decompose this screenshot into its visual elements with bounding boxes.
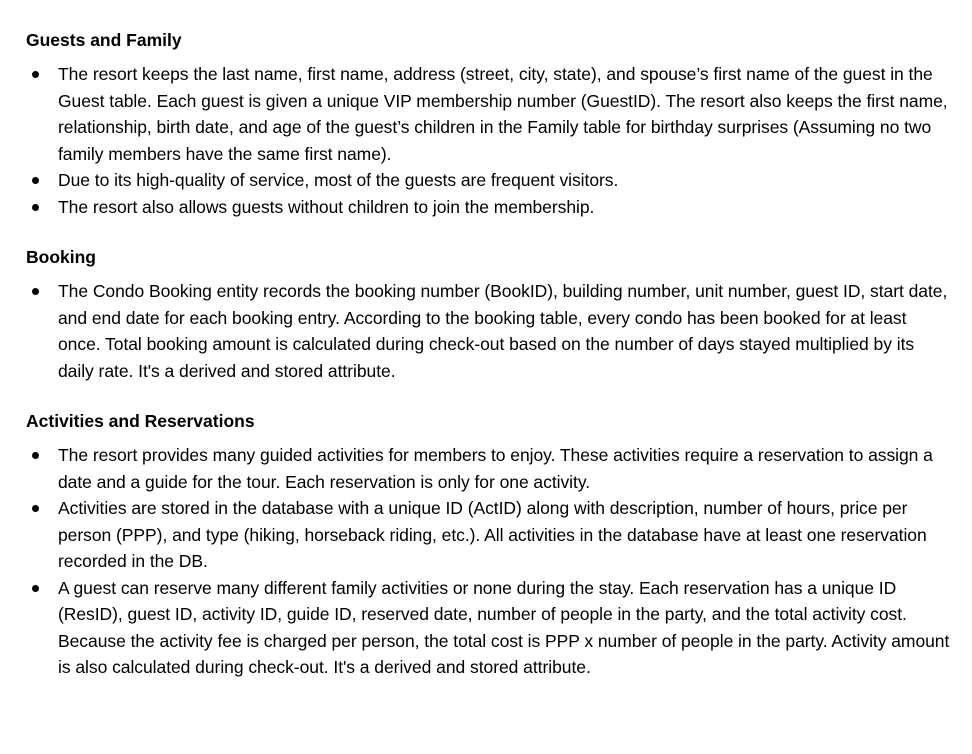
bullet-icon <box>32 505 39 512</box>
section-heading: Booking <box>26 247 96 267</box>
bullet-list <box>26 278 952 384</box>
section-guests-and-family <box>26 27 952 220</box>
bullet-list <box>26 61 952 220</box>
section-heading: Activities and Reservations <box>26 411 255 431</box>
bullet-text: The resort also allows guests without children to join the membership. <box>58 196 595 217</box>
bullet-item <box>26 442 952 495</box>
bullet-text: The resort keeps the last name, first name, address (street, city, state), and spouse’s first name of the guest in the Guest table. Each guest is given a unique VIP membership number (GuestID). The resort also keeps the first name, relationship, birth date, and age of the guest’s children in the Family table for birthday surprises (Assuming no two family members have the same first name). <box>58 64 948 164</box>
bullet-item <box>26 61 952 167</box>
bullet-icon <box>32 71 39 78</box>
bullet-icon <box>32 204 39 211</box>
bullet-item <box>26 194 952 221</box>
bullet-item <box>26 278 952 384</box>
bullet-item <box>26 167 952 194</box>
bullet-item <box>26 575 952 681</box>
bullet-text: The resort provides many guided activities for members to enjoy. These activities require a reservation to assign a date and a guide for the tour. Each reservation is only for one activity. <box>58 445 933 492</box>
bullet-list <box>26 442 952 681</box>
section-activities-and-reservations <box>26 408 952 681</box>
section-heading: Guests and Family <box>26 30 182 50</box>
bullet-text: The Condo Booking entity records the booking number (BookID), building number, unit number, guest ID, start date, and end date for each booking entry. According to the booking table, every condo has been booked for at least once. Total booking amount is calculated during check-out based on the number of days stayed multiplied by its daily rate. It's a derived and stored attribute. <box>58 281 948 381</box>
section-booking <box>26 244 952 384</box>
bullet-icon <box>32 452 39 459</box>
bullet-text: Due to its high-quality of service, most of the guests are frequent visitors. <box>58 170 619 190</box>
bullet-icon <box>32 288 39 295</box>
bullet-text: Activities are stored in the database with a unique ID (ActID) along with description, number of hours, price per person (PPP), and type (hiking, horseback riding, etc.). All activities in the database have at least one reservation recorded in the DB. <box>58 498 927 571</box>
bullet-item <box>26 495 952 575</box>
bullet-text: A guest can reserve many different family activities or none during the stay. Each reservation has a unique ID (ResID), guest ID, activity ID, guide ID, reserved date, number of people in the party, and the total activity cost. Because the activity fee is charged per person, the total cost is PPP x number of people in the party. Activity amount is also calculated during check-out. It's a derived and stored attribute. <box>58 577 950 677</box>
bullet-icon <box>32 585 39 592</box>
bullet-icon <box>32 177 39 184</box>
